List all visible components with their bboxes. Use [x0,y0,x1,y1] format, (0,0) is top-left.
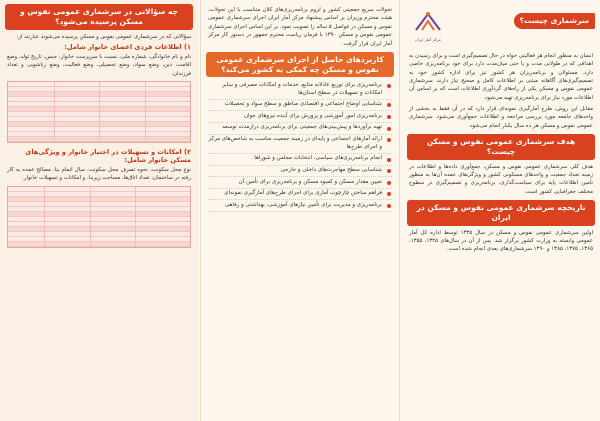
list-item: ارائه آمارهای اجتماعی و پایه‌ای در زمینه جمعیت مناسب به شاخص‌های مرکز و اجرای طرح‌ها [208,135,392,155]
logo [406,10,450,40]
paragraph: انسان به منظور انجام هر فعالیتی خواه در حال تصمیم‌گیری است و برای رسیدن به اهدافی که در طولانی مدت و یا حتی میان‌مدت دارد برای خود برنامه‌ریزی خاصی دارد. مسئولان و برنامه‌ریزان هر کشور نیز برای اداره کشور خود به تصمیم‌گیری‌های آگاهانه مبتنی بر اطلاعات کامل و صحیح نیاز دارند. سرشماری عمومی نفوس و مسکن یکی از راه‌های گردآوری اطلاعات است که بر اساس آن اطلاعات مورد نیاز برای برنامه‌ریزی تهیه می‌شود. [409,52,593,101]
middle-panel [200,0,400,421]
list-item: تهیه برآوردها و پیش‌بینی‌های جمعیتی برای برنامه‌ریزی درازمدت توسعه [208,123,392,135]
paragraph: نوع محل سکونت، نحوه تصرف محل سکونت، سال اتمام بنا، مصالح عمده به کار رفته در ساختمان، تعداد اتاق‌ها، مساحت زیربنا، و امکانات و تسهیلات خانوار. [7,167,191,182]
paragraph: هدف کلی سرشماری عمومی نفوس و مسکن، جمع‌آوری داده‌ها و اطلاعات در زمینه تعداد جمعیت و واحدهای مسکونی کشور و ویژگی‌های عمده آن‌ها به منظور تأمین اطلاعات پایه برای سیاست‌گذاری، برنامه‌ریزی و تصمیم‌گیری در سطوح مختلف جغرافیایی کشور است. [409,163,593,195]
list-item: انجام برنامه‌ریزی‌های سیاسی، انتخابات مجلس و شوراها [208,154,392,166]
paragraph: سؤالاتی که در سرشماری عمومی نفوس و مسکن پرسیده می‌شوند عبارتند از: [16,33,191,40]
right-panel [402,0,600,421]
paragraph: نام و نام خانوادگی، شماره ملی، نسبت با سرپرست خانوار، جنس، تاریخ تولد، وضع اقامت، دین، وضع سواد، وضع تحصیلی، وضع فعالیت، وضع زناشویی و تعداد فرزندان. [7,53,191,77]
list-item: فراهم ساختن چارچوب آماری برای اجرای طرح‌های آمارگیری نمونه‌ای [208,189,392,201]
section-title-census-history: تاریخچه سرشماری عمومی نفوس و مسکن در ایران [407,200,595,226]
section-title-what-is-census: سرشماری چیست؟ [514,13,595,29]
questionnaire-form-image [7,186,191,248]
list-item: شناسایی سطح مهاجرت‌های داخلی و خارجی [208,166,392,178]
paragraph: تحولات سریع جمعیتی کشور و لزوم برنامه‌ریزی‌های کلان متناسب با این تحولات، هیئت محترم وزیران بر اساس پیشنهاد مرکز آمار ایران اجرای سرشماری عمومی نفوس و مسکن در فواصل ۵ ساله را تصویب نمود. بر این اساس اجرای سرشماری عمومی نفوس و مسکن ۱۳۹۰ با فرمان ریاست محترم جمهور در دستور کار مرکز آمار ایران قرار گرفت. [208,7,392,47]
uses-list [201,80,399,212]
list-item: شناسایی اوضاع اجتماعی و اقتصادی مناطق و سطح سواد و تحصیلات [208,100,392,112]
subheading-housing-info: ۲) امکانات و تسهیلات در اختیار خانوار و ویژگی‌های مسکن خانوار شامل: [25,148,191,164]
logo-text: مرکز آمار ایران [415,37,441,42]
list-item: برنامه‌ریزی و مدیریت برای تأمین نیازهای آموزشی، بهداشتی و رفاهی [208,200,392,212]
list-item: تعیین مقدار مسکن و کمبود مسکن و برنامه‌ریزی برای تأمین آن [208,177,392,189]
questionnaire-form-image [7,81,191,143]
subheading-individual-info: ۱) اطلاعات فردی اعضای خانوار شامل: [64,42,191,51]
logo-icon [406,10,450,32]
section-title-census-goal: هدف سرشماری عمومی نفوس و مسکن چیست؟ [407,134,595,160]
list-item: برنامه‌ریزی برای توزیع عادلانه منابع، خدمات و امکانات مصرفی و سایر امکانات و تسهیلات در سطح استان‌ها [208,80,392,100]
paragraph: مقابل این روش، طرح آمارگیری نمونه‌ای قرار دارد که در آن فقط به بخشی از واحدهای جامعه مورد بررسی مراجعه و اطلاعات جمع‌آوری می‌شود. سرشماری عمومی نفوس و مسکن هر ده سال یکبار انجام می‌شود. [409,106,593,129]
left-panel [0,0,198,421]
paragraph: اولین سرشماری عمومی نفوس و مسکن در سال ۱۳۳۵ توسط اداره کل آمار عمومی وابسته به وزارت کشور برگزار شد. پس از آن در سال‌های ۱۳۴۵، ۱۳۵۵، ۱۳۶۵، ۱۳۷۵، ۱۳۸۵ و ۱۳۹۰ سرشماری‌های بعدی انجام شده است. [409,229,593,253]
section-title-census-questions: چه سؤالاتی در سرشماری عمومی نفوس و مسکن پرسیده می‌شود؟ [5,4,193,30]
list-item: برنامه‌ریزی امور آموزشی و پرورش برای آینده نیروهای جوان [208,111,392,123]
section-title-census-uses: کاربردهای حاصل از اجرای سرشماری عمومی نفوس و مسکن چه کمکی به کشور می‌کند؟ [206,52,394,78]
